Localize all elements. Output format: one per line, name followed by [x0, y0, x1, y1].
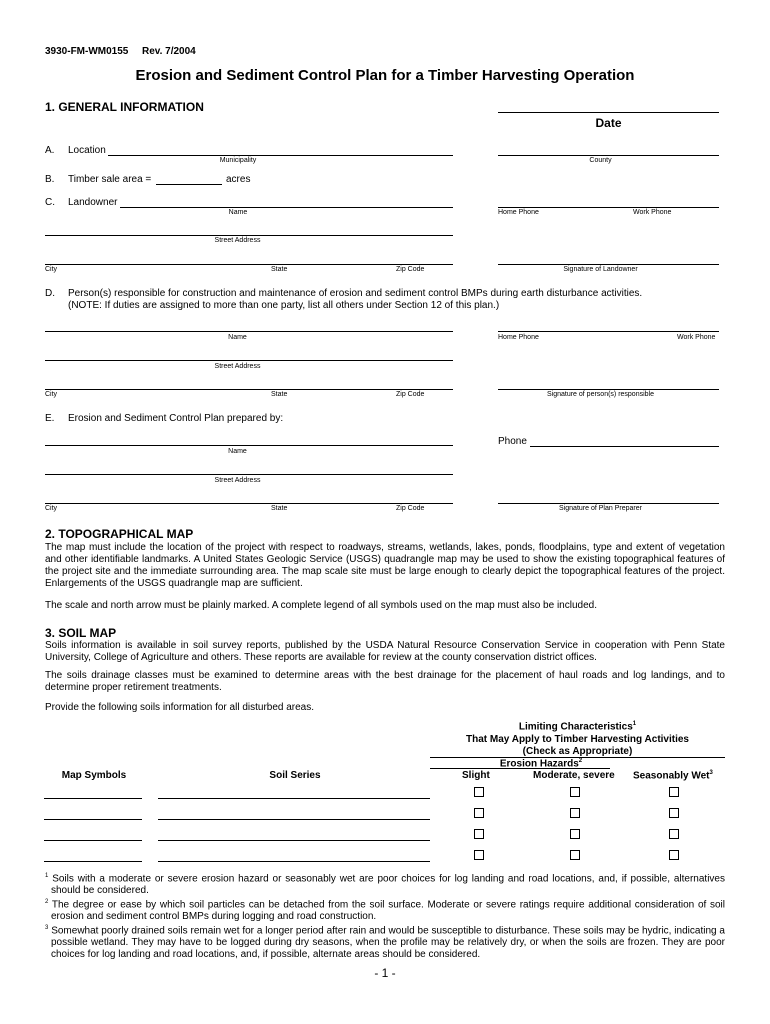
soil-series-field[interactable] — [158, 819, 430, 820]
soil-series-field[interactable] — [158, 861, 430, 862]
landowner-street-label: Street Address — [214, 237, 261, 244]
preparer-name-label: Name — [228, 448, 247, 455]
moderate-severe-checkbox[interactable] — [570, 787, 580, 797]
county-field[interactable] — [498, 155, 719, 156]
responsible-persons-text: Person(s) responsible for construction and maintenance of erosion and sediment control BMPs during earth disturbance activities. — [68, 288, 643, 299]
preparer-name-field[interactable] — [45, 445, 453, 446]
landowner-name-label: Name — [228, 209, 248, 216]
preparer-phone-field[interactable] — [530, 446, 719, 447]
footnote-ref-1: 1 — [632, 721, 637, 727]
limiting-characteristics-title: Limiting Characteristics$^1$ — [518, 721, 637, 733]
item-e-letter: E. — [45, 413, 55, 424]
responsible-zip-label: Zip Code — [396, 391, 425, 398]
page-number: - 1 - — [374, 966, 396, 980]
responsible-name-field[interactable] — [45, 331, 453, 332]
item-c-letter: C. — [45, 197, 55, 208]
responsible-street-field[interactable] — [45, 360, 453, 361]
responsible-name-label: Name — [228, 334, 247, 341]
moderate-severe-checkbox[interactable] — [570, 808, 580, 818]
soil-series-field[interactable] — [158, 840, 430, 841]
form-revision: Rev. 7/2004 — [142, 46, 196, 57]
landowner-signature-label: Signature of Landowner — [563, 266, 638, 273]
seasonably-wet-checkbox[interactable] — [669, 808, 679, 818]
responsible-city-field[interactable] — [45, 389, 453, 390]
municipality-label: Municipality — [219, 157, 257, 164]
soils-info-paragraph: Soils information is available in soil survey reports, published by the USDA Natural Resource Conservation Service in cooperation with Penn State University, College of Agriculture and others. These reports are available for review at the county conservation district offices. — [45, 640, 725, 663]
footnote-2: $^2$ The degree or ease by which soil particles can be detached from the soil surface. Moderate or severe ratings require additional consideration of soil erosion and sediment control BMPs during logging and road construction. — [45, 899, 725, 923]
landowner-city-label: City — [45, 266, 58, 273]
scale-paragraph: The scale and north arrow must be plainly marked. A complete legend of all symbols used on the map must also be included. — [45, 600, 597, 611]
date-label: Date — [595, 116, 622, 130]
section-1-heading: 1. GENERAL INFORMATION — [45, 100, 204, 114]
landowner-state-label: State — [271, 266, 288, 273]
page-title: Erosion and Sediment Control Plan for a Timber Harvesting Operation — [135, 67, 635, 84]
map-symbol-field[interactable] — [44, 840, 142, 841]
timber-area-label: Timber sale area = — [68, 174, 152, 185]
preparer-phone-label: Phone — [498, 436, 527, 447]
erosion-divider — [430, 768, 610, 769]
drainage-paragraph: The soils drainage classes must be examined to determine areas with the best drainage for the placement of haul roads and log landings, and to determine proper retirement treatments. — [45, 670, 725, 693]
landowner-phone-field[interactable] — [498, 207, 719, 208]
preparer-signature-field[interactable] — [498, 503, 719, 504]
landowner-name-field[interactable] — [120, 207, 453, 208]
landowner-home-phone-label: Home Phone — [498, 209, 539, 216]
preparer-street-field[interactable] — [45, 474, 453, 475]
timber-area-field[interactable] — [156, 184, 222, 185]
responsible-home-phone-label: Home Phone — [498, 334, 539, 341]
landowner-street-field[interactable] — [45, 235, 453, 236]
seasonably-wet-checkbox[interactable] — [669, 850, 679, 860]
landowner-zip-label: Zip Code — [396, 266, 425, 273]
moderate-severe-checkbox[interactable] — [570, 850, 580, 860]
moderate-severe-checkbox[interactable] — [570, 829, 580, 839]
county-label: County — [589, 157, 612, 164]
preparer-zip-label: Zip Code — [396, 505, 425, 512]
slight-header: Slight — [462, 770, 490, 781]
landowner-label: Landowner — [68, 197, 118, 208]
landowner-signature-field[interactable] — [498, 264, 719, 265]
erosion-hazards-label: Erosion Hazards$^2$ — [499, 758, 583, 770]
slight-checkbox[interactable] — [474, 787, 484, 797]
seasonably-wet-header: Seasonably Wet$^3$ — [633, 770, 713, 782]
preparer-city-label: City — [45, 505, 58, 512]
date-field[interactable] — [498, 112, 719, 113]
location-field[interactable] — [108, 155, 453, 156]
slight-checkbox[interactable] — [474, 808, 484, 818]
section-2-heading: 2. TOPOGRAPHICAL MAP — [45, 527, 194, 541]
soil-series-header: Soil Series — [269, 770, 321, 781]
slight-checkbox[interactable] — [474, 850, 484, 860]
footnote-ref-3: 3 — [709, 770, 713, 776]
slight-checkbox[interactable] — [474, 829, 484, 839]
responsible-persons-note: (NOTE: If duties are assigned to more than one party, list all others under Section 12 of this plan.) — [68, 300, 500, 311]
responsible-signature-label: Signature of person(s) responsible — [546, 391, 654, 398]
footnote-ref-2: 2 — [578, 758, 583, 764]
prepared-by-label: Erosion and Sediment Control Plan prepared by: — [68, 413, 284, 424]
acres-label: acres — [226, 174, 251, 185]
responsible-phone-field[interactable] — [498, 331, 719, 332]
location-label: Location — [68, 145, 106, 156]
map-symbol-field[interactable] — [44, 861, 142, 862]
landowner-city-field[interactable] — [45, 264, 453, 265]
map-symbol-field[interactable] — [44, 798, 142, 799]
preparer-city-field[interactable] — [45, 503, 453, 504]
seasonably-wet-checkbox[interactable] — [669, 787, 679, 797]
footnote-1: $^1$ Soils with a moderate or severe erosion hazard or seasonably wet are poor choices for log landing and road locations, and, if possible, alternatives should be considered. — [45, 873, 725, 897]
limiting-characteristics-subtitle: That May Apply to Timber Harvesting Activities — [465, 734, 689, 745]
map-symbols-header: Map Symbols — [61, 770, 127, 781]
responsible-signature-field[interactable] — [498, 389, 719, 390]
topographical-map-paragraph: The map must include the location of the project with respect to roadways, streams, wetlands, lakes, ponds, floodplains, type and extent of vegetation and other identifiable landmarks. A United States Geologic Service (USGS) quadrangle map may be used to show the existing topographical features of the project site and the immediate surrounding area. The map scale site must be large enough to clearly depict the topographical features of the project. Enlargements of the USGS quadrangle map are sufficient. — [45, 542, 725, 589]
landowner-work-phone-label: Work Phone — [633, 209, 672, 216]
responsible-city-label: City — [45, 391, 58, 398]
footnote-3: $^3$ Somewhat poorly drained soils remain wet for a longer period after rain and would be susceptible to disturbance. These soils may be hydric, indicating a possible wetland. They may have to be logged during dry seasons, when the profile may be relatively dry, or when the soils are frozen. They are poor choices for log landing and road locations, and, if possible, alternate areas should be considered. — [45, 925, 725, 961]
form-id: 3930-FM-WM0155 — [45, 46, 129, 57]
preparer-state-label: State — [271, 505, 288, 512]
section-3-heading: 3. SOIL MAP — [45, 626, 117, 640]
responsible-street-label: Street Address — [214, 363, 261, 370]
map-symbol-field[interactable] — [44, 819, 142, 820]
check-as-appropriate: (Check as Appropriate) — [522, 746, 633, 757]
responsible-state-label: State — [271, 391, 288, 398]
preparer-street-label: Street Address — [214, 477, 261, 484]
soil-series-field[interactable] — [158, 798, 430, 799]
item-b-letter: B. — [45, 174, 55, 185]
preparer-signature-label: Signature of Plan Preparer — [559, 505, 642, 512]
moderate-severe-header: Moderate, severe — [533, 770, 615, 781]
responsible-work-phone-label: Work Phone — [677, 334, 716, 341]
provide-soils-paragraph: Provide the following soils information for all disturbed areas. — [45, 702, 315, 713]
item-d-letter: D. — [45, 288, 55, 299]
seasonably-wet-checkbox[interactable] — [669, 829, 679, 839]
item-a-letter: A. — [45, 145, 55, 156]
